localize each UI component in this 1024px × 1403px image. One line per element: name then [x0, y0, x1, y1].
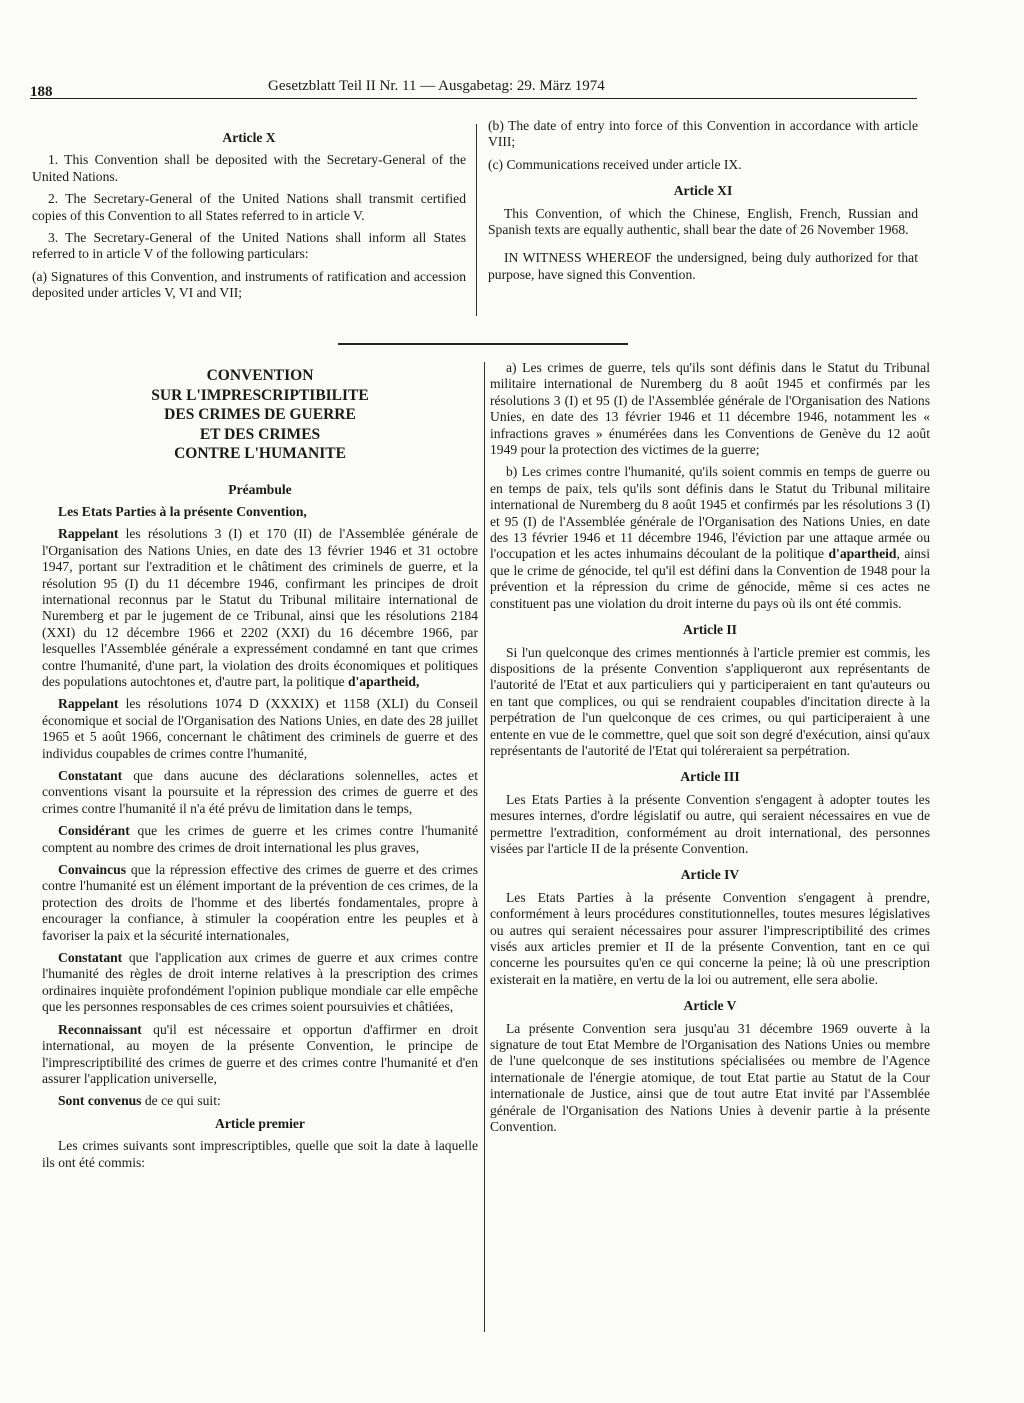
french-right-column — [490, 360, 930, 1141]
parties-line: Les Etats Parties à la présente Convention, — [58, 503, 307, 519]
paragraph-text: que les crimes de guerre et les crimes contre l'humanité comptent au nombre des crimes de droit international les plus graves, — [42, 823, 478, 855]
article-iii-heading: Article III — [680, 769, 740, 785]
paragraph-text: que dans aucune des déclarations solennelles, actes et conventions visant la poursuite et la répression des crimes de guerre et des crimes contre l'humanité il n'a été prévu de limitation dans le temps, — [42, 768, 478, 816]
article-x-heading: Article X — [222, 130, 276, 145]
constatant-paragraph-2 — [42, 950, 478, 1016]
paragraph-text: que l'application aux crimes de guerre et aux crimes contre l'humanité des règles de droit interne relatives à la prescription des crimes ordinaires inquiète profondément l'opinion publique mondiale car elle empêche que les personnes responsables de ces crimes soient poursuivies et châtiées, — [42, 950, 478, 1015]
lead-word: Sont convenus — [58, 1093, 142, 1109]
constatant-paragraph-1 — [42, 768, 478, 817]
article-x-item-b: (b) The date of entry into force of this Convention in accordance with article VIII; — [488, 118, 918, 150]
article-premier-heading: Article premier — [215, 1115, 305, 1131]
article-xi-paragraph-1: This Convention, of which the Chinese, English, French, Russian and Spanish texts are equally authentic, shall bear the date of 26 November 1968. — [488, 205, 918, 238]
article-premier-intro: Les crimes suivants sont imprescriptibles, quelle que soit la date à laquelle ils ont été commis: — [42, 1138, 478, 1170]
convention-title — [42, 366, 478, 464]
article-ii-text: Si l'un quelconque des crimes mentionnés à l'article premier est commis, les dispositions de la présente Convention s'appliqueront aux représentants de l'autorité de l'Etat et aux particuliers qui y participeraient en tant qu'auteurs ou en tant que complices, ou qui se rendraient coupables d'incitation directe à la perpétration de l'un quelconque de ces crimes, ou qui participeraient à une entente en vue de le commettre, quel que soit son degré d'exécution, ainsi qu'aux représentants de l'autorité de l'Etat qui toléreraient sa perpétration. — [490, 644, 930, 758]
lead-word: Rappelant — [58, 526, 119, 542]
lead-word: Constatant — [58, 768, 123, 783]
column-divider-top — [476, 124, 477, 316]
lead-word: Reconnaissant — [58, 1021, 142, 1037]
paragraph-text: que la répression effective des crimes de guerre et des crimes contre l'humanité est un élément important de la prévention de ces crimes, de la protection des droits de l'homme et des libertés fondamentales, propre à encourager la confiance, à stimuler la coopération entre les peuples et à favoriser la paix et la sécurité internationales, — [42, 862, 478, 943]
lead-word: Convaincus — [58, 862, 126, 878]
article-iv-text: Les Etats Parties à la présente Convention s'engagent à prendre, conformément à leurs procédures constitutionnelles, toutes mesures législatives ou autres qui seraient nécessaires pour assurer l'imprescriptibilité des crimes visés aux articles premier et II de la présente Convention, tant en ce qui concerne les poursuites qu'en ce qui concerne la peine; là où une prescription existerait en la matière, en vertu de la loi ou autrement, elle sera abolie. — [490, 889, 930, 987]
article-premier-item-b — [490, 464, 930, 612]
paragraph-text: de ce qui suit: — [141, 1093, 221, 1109]
french-left-column — [42, 366, 478, 1177]
title-line: CONVENTION — [206, 367, 314, 384]
lead-word: Rappelant — [58, 696, 119, 712]
article-ii-heading: Article II — [683, 622, 737, 638]
article-x-item-a: (a) Signatures of this Convention, and instruments of ratification and accession deposited under articles V, VI and VII; — [32, 268, 466, 301]
preambule-heading: Préambule — [228, 481, 292, 497]
bold-term: d'apartheid — [828, 546, 897, 562]
paragraph-text: qu'il est nécessaire et opportun d'affirmer en droit international, au moyen de la présente Convention, le principe de l'imprescriptibilité des crimes de guerre et des crimes contre l'humanité et d'en assurer l'application universelle, — [42, 1021, 478, 1086]
paragraph-text: les résolutions 3 (I) et 170 (II) de l'Assemblée générale de l'Organisation des Nations Unies, en date des 13 février 1946 et 31 octobre 1947, portant sur l'extradition et le châtiment des criminels de guerre, et la résolution 95 (I) du 11 décembre 1946, confirmant les principes de droit international reconnus par le Statut du Tribunal militaire international de Nuremberg et par le jugement de ce Tribunal, ainsi que les résolutions 2184 (XXI) du 12 décembre 1966 et 2202 (XXI) du 16 décembre 1966, par lesquelles l'Assemblée générale a expressément condamné en tant que crimes contre l'humanité, d'une part, la violation des droits économiques et politiques des populations autochtones et, d'autre part, la politique — [42, 526, 478, 689]
lead-word: Constatant — [58, 950, 123, 966]
title-line: CONTRE L'HUMANITE — [174, 445, 346, 462]
title-line: DES CRIMES DE GUERRE — [164, 406, 356, 423]
rappelant-paragraph-2 — [42, 696, 478, 762]
article-iv-heading: Article IV — [680, 867, 740, 883]
considerant-paragraph — [42, 823, 478, 856]
paragraph-text: les résolutions 1074 D (XXXIX) et 1158 (XLI) du Conseil économique et social de l'Organisation des Nations Unies, en date des 28 juillet 1965 et 5 août 1966, concernant le châtiment des criminels de guerre et des individus coupables de crimes contre l'humanité, — [42, 696, 478, 761]
title-line: ET DES CRIMES — [199, 425, 321, 443]
article-premier-item-a: a) Les crimes de guerre, tels qu'ils sont définis dans le Statut du Tribunal militaire international de Nuremberg du 8 août 1945 et confirmés par les résolutions 3 (I) et 95 (I) de l'Assemblée générale de l'Organisation des Nations Unies, en date des 13 février 1946 et 11 décembre 1946, notamment les « infractions graves » énumérées dans les Conventions de Genève du 12 août 1949 pour la protection des victimes de la guerre; — [490, 360, 930, 458]
convenus-line — [42, 1093, 478, 1109]
title-line: SUR L'IMPRESCRIPTIBILITE — [151, 386, 369, 404]
convaincus-paragraph — [42, 862, 478, 944]
paragraph-text: b) Les crimes contre l'humanité, qu'ils soient commis en temps de guerre ou en temps de paix, tels qu'ils sont définis dans le Statut du Tribunal militaire international de Nuremberg du 8 août 1945 et confirmés par les résolutions 3 (I) et 95 (I) de l'Assemblée générale de l'Organisation des Nations Unies, en date des 13 février 1946 et 11 décembre 1946, l'éviction par une attaque armée ou l'occupation et les actes inhumains découlant de la politique — [490, 464, 930, 562]
english-left-column — [32, 126, 466, 308]
rappelant-paragraph-1 — [42, 526, 478, 690]
article-xi-witness: IN WITNESS WHEREOF the undersigned, being duly authorized for that purpose, have signed this Convention. — [488, 250, 918, 282]
article-xi-heading: Article XI — [673, 183, 733, 199]
article-v-text: La présente Convention sera jusqu'au 31 décembre 1969 ouverte à la signature de tout Etat Membre de l'Organisation des Nations Unies ou membre de l'une quelconque de ses institutions spécialisées ou membre de l'Agence internationale de l'énergie atomique, de tout Etat partie au Statut de la Cour internationale de Justice, ainsi que de tout autre Etat invité par l'Assemblée générale de l'Organisation des Nations Unies à devenir partie à la présente Convention. — [490, 1020, 930, 1135]
section-separator — [338, 343, 628, 345]
paragraph-text: , ainsi que le crime de génocide, tel qu'il est défini dans la Convention de 1948 pour la prévention et la répression du crime de génocide, même si ces actes ne constituent pas une violation du droit interne du pays où ils ont été commis. — [490, 546, 930, 611]
english-right-column — [488, 118, 918, 289]
bold-term: d'apartheid, — [347, 673, 420, 689]
article-x-paragraph-2: 2. The Secretary-General of the United Nations shall transmit certified copies of this Convention to all States referred to in article V. — [32, 191, 466, 223]
article-x-item-c: (c) Communications received under article IX. — [488, 156, 742, 172]
page-header — [30, 76, 917, 99]
page-number: 188 — [30, 84, 53, 100]
column-divider-bottom — [484, 362, 485, 1332]
lead-word: Considérant — [58, 823, 130, 839]
article-iii-text: Les Etats Parties à la présente Convention s'engagent à adopter toutes les mesures internes, d'ordre législatif ou autre, qui seraient nécessaires en vue de permettre l'extradition, conformément au droit international, des personnes visées par l'article II de la présente Convention. — [490, 791, 930, 856]
running-title: Gesetzblatt Teil II Nr. 11 — Ausgabetag: 29. März 1974 — [268, 78, 605, 94]
article-x-paragraph-1: 1. This Convention shall be deposited with the Secretary-General of the United Nations. — [32, 152, 466, 184]
article-v-heading: Article V — [683, 998, 737, 1014]
article-x-paragraph-3: 3. The Secretary-General of the United Nations shall inform all States referred to in article V of the following particulars: — [32, 230, 466, 262]
reconnaissant-paragraph — [42, 1022, 478, 1088]
